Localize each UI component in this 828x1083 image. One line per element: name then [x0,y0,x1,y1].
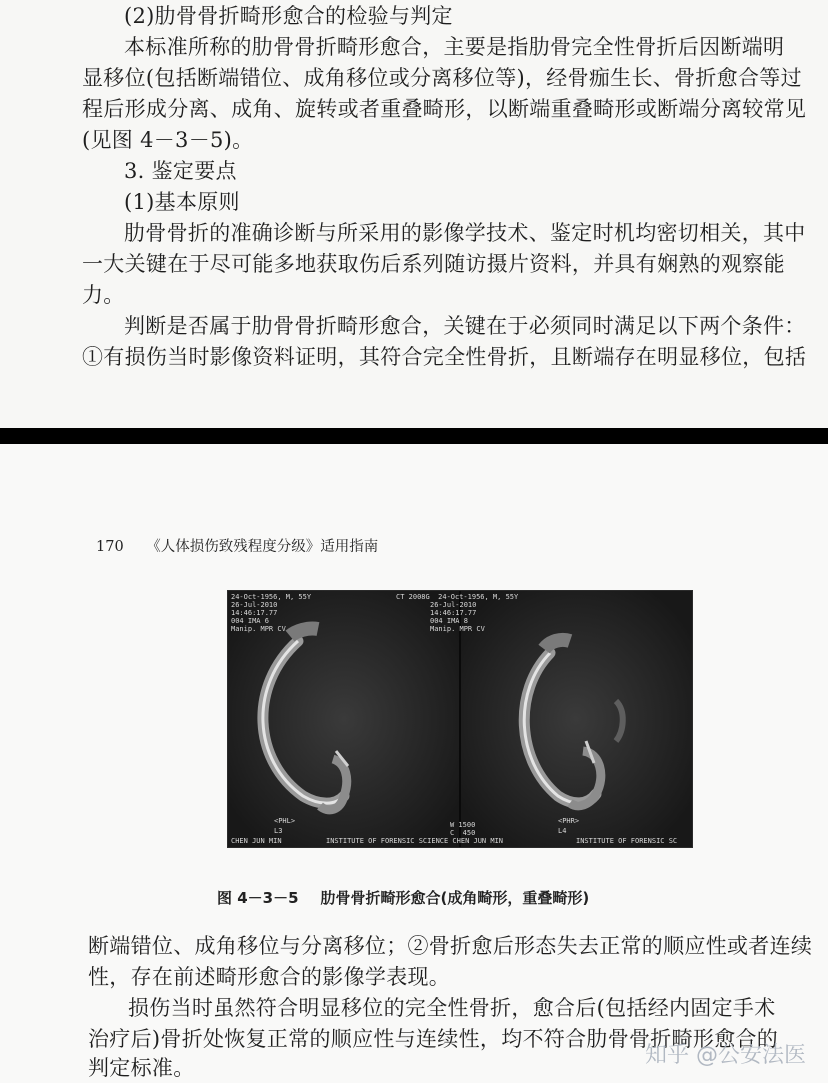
page-number: 170 [96,539,124,555]
paragraph-line: (见图 4－3－5)。 [82,128,254,152]
scan-info-left: 24-Oct-1956, M, 55Y 26-Jul-2010 14:46:17.77 004 IMA 6 Manip. MPR CV [231,593,312,633]
book-page-upper [0,0,828,428]
paragraph-line: 断端错位、成角移位与分离移位；②骨折愈后形态失去正常的顺应性或者连续 [88,934,813,958]
paragraph-line: 治疗后)骨折处恢复正常的顺应性与连续性，均不符合肋骨骨折畸形愈合的 [88,1027,779,1051]
subsection-heading: (1)基本原则 [124,190,240,214]
paragraph-line: 显移位(包括断端错位、成角移位或分离移位等)，经骨痂生长、骨折愈合等过 [82,66,802,90]
book-page-lower [0,444,828,1083]
orientation-marker-left: <PHL> [274,817,296,825]
paragraph-line: 一大关键在于尽可能多地获取伤后系列随访摄片资料，并具有娴熟的观察能 [82,252,785,276]
caption-title: 肋骨骨折畸形愈合(成角畸形，重叠畸形) [320,889,590,907]
paragraph-line: 程后形成分离、成角、旋转或者重叠畸形，以断端重叠畸形或断端分离较常见 [82,97,807,121]
figure-caption [217,887,589,908]
orientation-marker-right: <PHR> [558,817,580,825]
page-divider [0,428,828,444]
section-heading-2: (2)肋骨骨折畸形愈合的检验与判定 [124,4,453,28]
window-level: W 1500 C 450 [450,821,476,837]
running-header [96,535,378,556]
paragraph-line: ①有损伤当时影像资料证明，其符合完全性骨折，且断端存在明显移位，包括 [82,345,807,369]
caption-number: 图 4－3－5 [217,889,299,907]
paragraph-line: 性，存在前述畸形愈合的影像学表现。 [88,965,451,989]
series-label-left: L3 [274,827,283,835]
paragraph-line: 本标准所称的肋骨骨折畸形愈合，主要是指肋骨完全性骨折后因断端明 [124,35,785,59]
scan-info-right-header: CT 2008G 24-Oct-1956, M, 55Y [396,593,519,601]
footer-mid: INSTITUTE OF FORENSIC SCIENCE CHEN JUN MIN [326,837,504,845]
footer-left: CHEN JUN MIN [231,837,282,845]
series-label-right: L4 [558,827,567,835]
paragraph-line: 判断是否属于肋骨骨折畸形愈合，关键在于必须同时满足以下两个条件： [124,314,806,338]
ct-figure [227,590,693,848]
paragraph-line: 损伤当时虽然符合明显移位的完全性骨折，愈合后(包括经内固定手术 [128,996,776,1020]
section-heading-3: 3. 鉴定要点 [124,159,237,183]
paragraph-line: 判定标准。 [88,1056,195,1080]
book-title: 《人体损伤致残程度分级》适用指南 [146,539,379,555]
scan-info-right: 26-Jul-2010 14:46:17.77 004 IMA 8 Manip. MPR CV [430,601,485,633]
paragraph-line: 肋骨骨折的准确诊断与所采用的影像学技术、鉴定时机均密切相关，其中 [124,221,806,245]
paragraph-line: 力。 [82,283,125,307]
footer-right: INSTITUTE OF FORENSIC SC [576,837,678,845]
watermark: 知乎 @公安法医 [645,1043,806,1068]
